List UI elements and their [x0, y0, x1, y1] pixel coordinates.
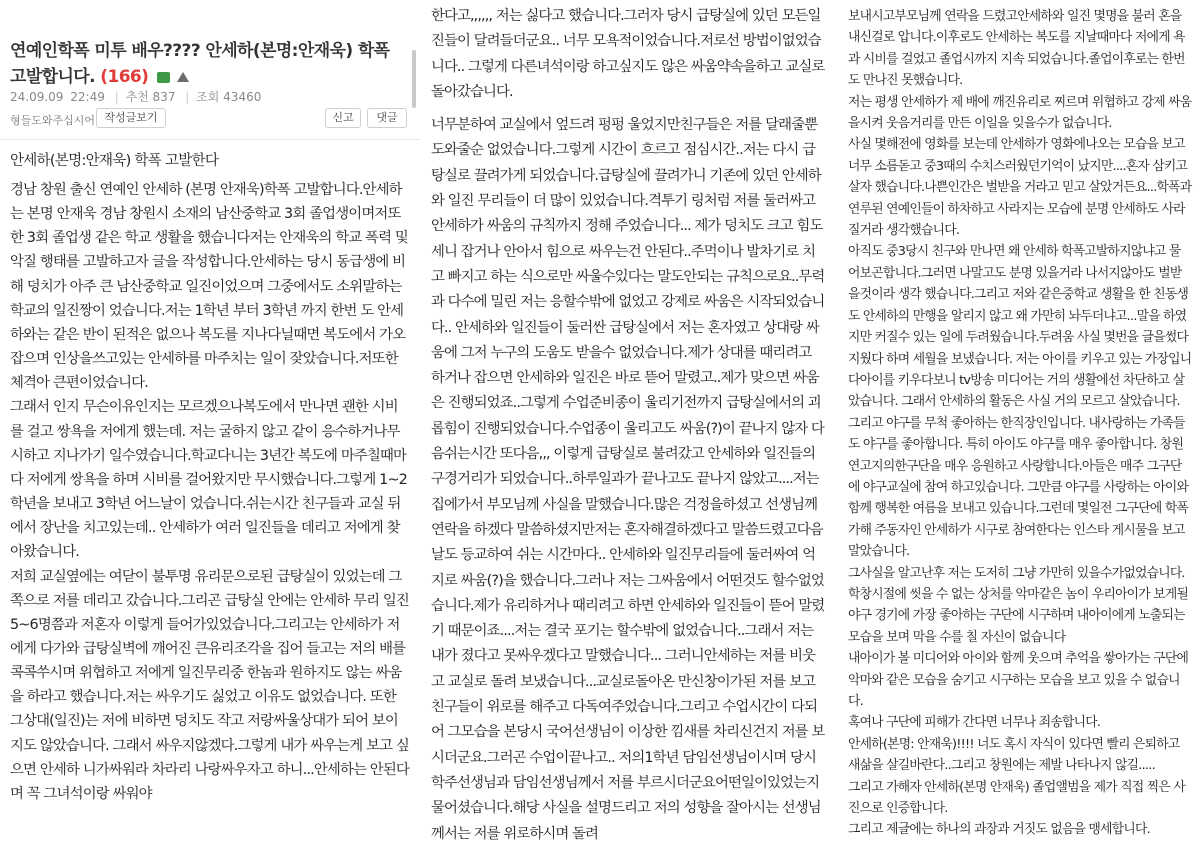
post-title: [10, 38, 408, 90]
paragraph: 그사실을 알고난후 저는 도저히 그냥 가만히 있을수가없었습니다. 학창시절에 씻을 수 없는 상처를 악마같은 놈이 우리아이가 보게될 야구 경기에 가장 좋아하는 구단에 시구하며 내아이에게 노출되는 모습을 보며 막을 수를 칠 자신이 없습니다: [848, 565, 1189, 645]
post-time: 22:49: [70, 90, 105, 104]
paragraph: 한다고,,,,,, 저는 싫다고 했습니다.그러자 당시 급탕실에 있던 모든일진들이 달려들더군요.. 너무 모욕적이었습니다.저로선 방법이없었습니다.. 그렇게 다른녀석이랑 하고싶지도 않은 싸움약속을하고 교실로 돌아갔습니다.: [431, 8, 825, 100]
paragraph: 그리고 가해자 안세하(본명 안재욱) 졸업앨범을 제가 직접 찍은 사진으로 인증합니다.: [848, 779, 1185, 817]
post-body-continued: [431, 4, 827, 847]
paragraph: 내아이가 볼 미디어와 아이와 함께 웃으며 추억을 쌓아가는 구단에 악마와 같은 모습을 숨기고 시구하는 모습을 보고 있을 수 없습니다.: [848, 651, 1189, 709]
video-icon: [177, 72, 189, 82]
meta-divider: |: [114, 90, 119, 104]
paragraph: 저희 교실옆에는 여닫이 불투명 유리문으로된 급탕실이 있었는데 그쪽으로 저를 데리고 갔습니다.그리곤 급탕실 안에는 안세하 무리 일진 5~6명쯤과 저혼자 이렇게 들어가있었습니다.그리고는 안세하가 저에게 다가와 급탕실벽에 깨어진 큰유리조각을 집어 들고는 저의 배를 콕콕쑤시며 위협하고 저에게 일진무리중 한놈과 원하지도 않는 싸움을 하라고 했습니다.저는 싸우기도 싫었고 이유도 없었습니다. 또한 그상대(일진)는 저에 비하면 덩치도 작고 저랑싸울상대가 되어 보이지도 않았습니다. 그래서 싸우지않겠다.그렇게 내가 싸우는게 보고 싶으면 안세하 니가싸워라 차라리 나랑싸우자고 하니...안세하는 안된다며 꼭 그녀석이랑 싸워야: [10, 568, 409, 802]
recommend-count: 추천 837: [125, 90, 176, 104]
view-count: 조회 43460: [196, 90, 262, 104]
post-body: [10, 150, 410, 806]
post-header: [0, 0, 420, 140]
post-date: 24.09.09: [10, 90, 64, 104]
paragraph: 혹여나 구단에 피해가 간다면 너무나 죄송합니다.: [848, 715, 1101, 731]
meta-divider: |: [185, 90, 190, 104]
paragraph: 저는 평생 안세하가 제 배에 깨진유리로 찌르며 위협하고 강제 싸움을시켜 웃음거리를 만든 이일을 잊을수가 없습니다.: [848, 94, 1192, 132]
post-body-continued: [848, 6, 1192, 841]
post-body-heading: 안세하(본명:안재욱) 학폭 고발한다: [10, 153, 219, 169]
post-column-2: [420, 0, 832, 842]
post-column-3: [832, 0, 1199, 838]
scrollbar[interactable]: [412, 50, 416, 108]
paragraph: 아직도 중3당시 친구와 만나면 왜 안세하 학폭고발하지않냐고 물어보곤합니다.그러면 나말고도 분명 있을거라 나서지않아도 벌받을것이라 생각 했습니다.그리고 저와 같은중학교 생활을 한 친동생도 안세하의 만행을 알리지 않고 왜 가만히 놔두더냐고...말을 하였지만 커질수 있는 일에 두려웠습니다.두려움 사실 몇번을 글을썼다 지웠다 하며 세월을 보냈습니다. 저는 아이를 키우고 있는 가장입니다아이를 키우다보니 tv방송 미디어는 거의 생활에선 차단하고 살았습니다. 그래서 안세하의 활동은 사실 거의 모르고 살았습니다. 그리고 야구를 무척 좋아하는 한직장인입니다. 내사랑하는 가족들도 야구를 좋아합니다. 특히 아이도 야구를 매우 좋아합니다. 창원 연고지의한구단을 매우 응원하고 사랑합니다.아들은 매주 그구단에 야구교실에 참여 하고있습니다. 그만큼 야구를 사랑하는 아이와 함께 행복한 여름을 보내고 있습니다.그런데 몇일전 그구단에 학폭가해 주동자인 안세하가 시구로 참여한다는 인스타 게시물을 보고 말았습니다.: [848, 244, 1192, 560]
report-button[interactable]: 신고: [325, 108, 361, 128]
image-icon: [157, 72, 170, 83]
paragraph: 안세하(본명: 안재욱)!!!! 너도 혹시 자식이 있다면 빨리 은퇴하고 새삶을 살길바란다..그리고 창원에는 제발 나타나지 않길.....: [848, 736, 1180, 774]
paragraph: 보내시고부모님께 연락을 드렸고안세하와 일진 몇명을 불러 혼을 내신걸로 압니다.이후로도 안세하는 복도를 지날때마다 저에게 욕과 시비를 걸었고 졸업시까지 지속 되었습니다.졸업이후로는 한번도 만나진 못했습니다.: [848, 9, 1185, 89]
paragraph-gap: [431, 105, 827, 113]
view-posts-button[interactable]: 작성글보기: [96, 108, 166, 128]
comment-count[interactable]: (166): [100, 67, 149, 87]
post-meta: [10, 88, 264, 105]
comment-button[interactable]: 댓글: [367, 108, 407, 128]
paragraph: 너무분하여 교실에서 엎드려 펑펑 울었지만친구들은 저를 달래줄뿐 도와줄순 없었습니다.그렇게 시간이 흐르고 점심시간..저는 다시 급탕실로 끌려가게 되었습니다.급탕실에 끌려가니 기존에 있던 안세하와 일진 무리들이 더 많이 있었습니다.격투기 링처럼 저를 둘러싸고안세하가 싸움의 규칙까지 정해 주었습니다... 제가 덩치도 크고 힘도세니 잡거나 안아서 힘으로 싸우는건 안된다..주먹이나 발차기로 치고 빠지고 하는 식으로만 싸울수있다는 말도안되는 규칙으로요..무력과 다수에 밀린 저는 응할수밖에 없었고 강제로 싸움은 시작되었습니다.. 안세하와 일진들이 둘러싼 급탕실에서 저는 혼자였고 상대랑 싸움에 그저 누구의 도움도 받을수 없었습니다.제가 상대를 때리려고 하거나 잡으면 안세하와 일진은 바로 뜯어 말렸고..제가 맞으면 싸움은 진행되었죠..그렇게 수업준비종이 울리기전까지 급탕실에서의 괴롭힘이 진행되었습니다.수업종이 울리고도 싸움(?)이 끝나지 않자 다음쉬는시간 또다음,,, 이렇게 급탕실로 불려갔고 안세하와 일진들의 구경거리가 되었습니다..하루일과가 끝나고도 끝나지 않았고....저는 집에가서 부모님께 사실을 말했습니다.많은 걱정을하셨고 선생님께 연락을 하겠다 말씀하셨지만저는 혼자해결하겠다고 말씀드렸고다음날도 등교하여 쉬는 시간마다.. 안세하와 일진무리들에 둘러싸여 억지로 싸움(?)을 했습니다.그러나 저는 그싸움에서 어떤것도 할수없었습니다.제가 유리하거나 때리려고 하면 안세하와 일진들이 뜯어 말렸기 때문이죠....저는 결국 포기는 할수밖에 없었습니다..그래서 저는 내가 졌다고 못싸우겠다고 말했습니다... 그러니안세하는 저를 비웃고 교실로 돌려 보냈습니다...교실로돌아온 만신창이가된 저를 보고 친구들이 위로를 해주고 다독여주었습니다.그리고 수업시간이 다되어 그모습을 본당시 국어선생님이 이상한 낌새를 차리신건지 저를 보시더군요.그러곤 수업이끝나고.. 저의1학년 담임선생님이시며 당시 학주선생님과 담임선생님께서 저를 부르시더군요어떤일이있었는지 물어셨습니다.해당 사실을 설명드리고 저의 성향을 잘아시는 선생님께서는 저를 위로하시며 돌려: [431, 117, 825, 842]
paragraph: 사실 몇해전에 영화를 보는데 안세하가 영화에나오는 모습을 보고 너무 소름돋고 중3때의 수치스러웠던기억이 났지만....혼자 삼키고 살자 했습니다.나쁜인간은 벌받을 거라고 믿고 살았거든요...학폭과 연루된 연예인들이 하차하고 사라지는 모습에 분명 안세하도 사라질거라 생각했습니다.: [848, 137, 1192, 239]
post-column-1: [0, 0, 420, 802]
paragraph: 경남 창원 출신 연예인 안세하 (본명 안재욱)학폭 고발합니다.안세하는 본명 안재욱 경남 창원시 소재의 남산중학교 3회 졸업생이며저또한 3회 졸업생 같은 학교 생활을 했습니다저는 안재욱의 학교 폭력 및 악질 행태를 고발하고자 글을 작성합니다.안세하는 당시 동급생에 비해 덩치가 아주 큰 남산중학교 일진이었으며 그중에서도 소위말하는 학교의 일진짱이 었습니다.저는 1학년 부터 3학년 까지 한번 도 안세하와는 같은 반이 된적은 없으나 복도를 지나다닐때면 복도에서 가오잡으며 인상을쓰고있는 안세하를 마주치는 일이 잦았습니다.저또한 체격아 큰편이었습니다.: [10, 182, 408, 392]
paragraph: 그래서 인지 무슨이유인지는 모르겠으나복도에서 만나면 괜한 시비를 걸고 쌍욕을 저에게 했는데. 저는 굴하지 않고 같이 응수하거나무시하고 지나가기 일수였습니다.학교다니는 3년간 복도에 마주칠때마다 저에게 쌍욕을 하며 시비를 걸어왔지만 무시했습니다.그렇게 1~2학년을 보내고 3학년 어느날이 었습니다.쉬는시간 친구들과 교실 뒤에서 장난을 치고있는데.. 안세하가 여러 일진들을 데리고 저에게 찾아왔습니다.: [10, 399, 407, 561]
author-name[interactable]: 형들도와주십시어: [10, 114, 96, 127]
paragraph: 그리고 제글에는 하나의 과장과 거짓도 없음을 맹세합니다.: [848, 822, 1150, 838]
post-title-text: 연예인학폭 미투 배우???? 안세하(본명:안재욱) 학폭 고발합니다.: [10, 41, 390, 87]
